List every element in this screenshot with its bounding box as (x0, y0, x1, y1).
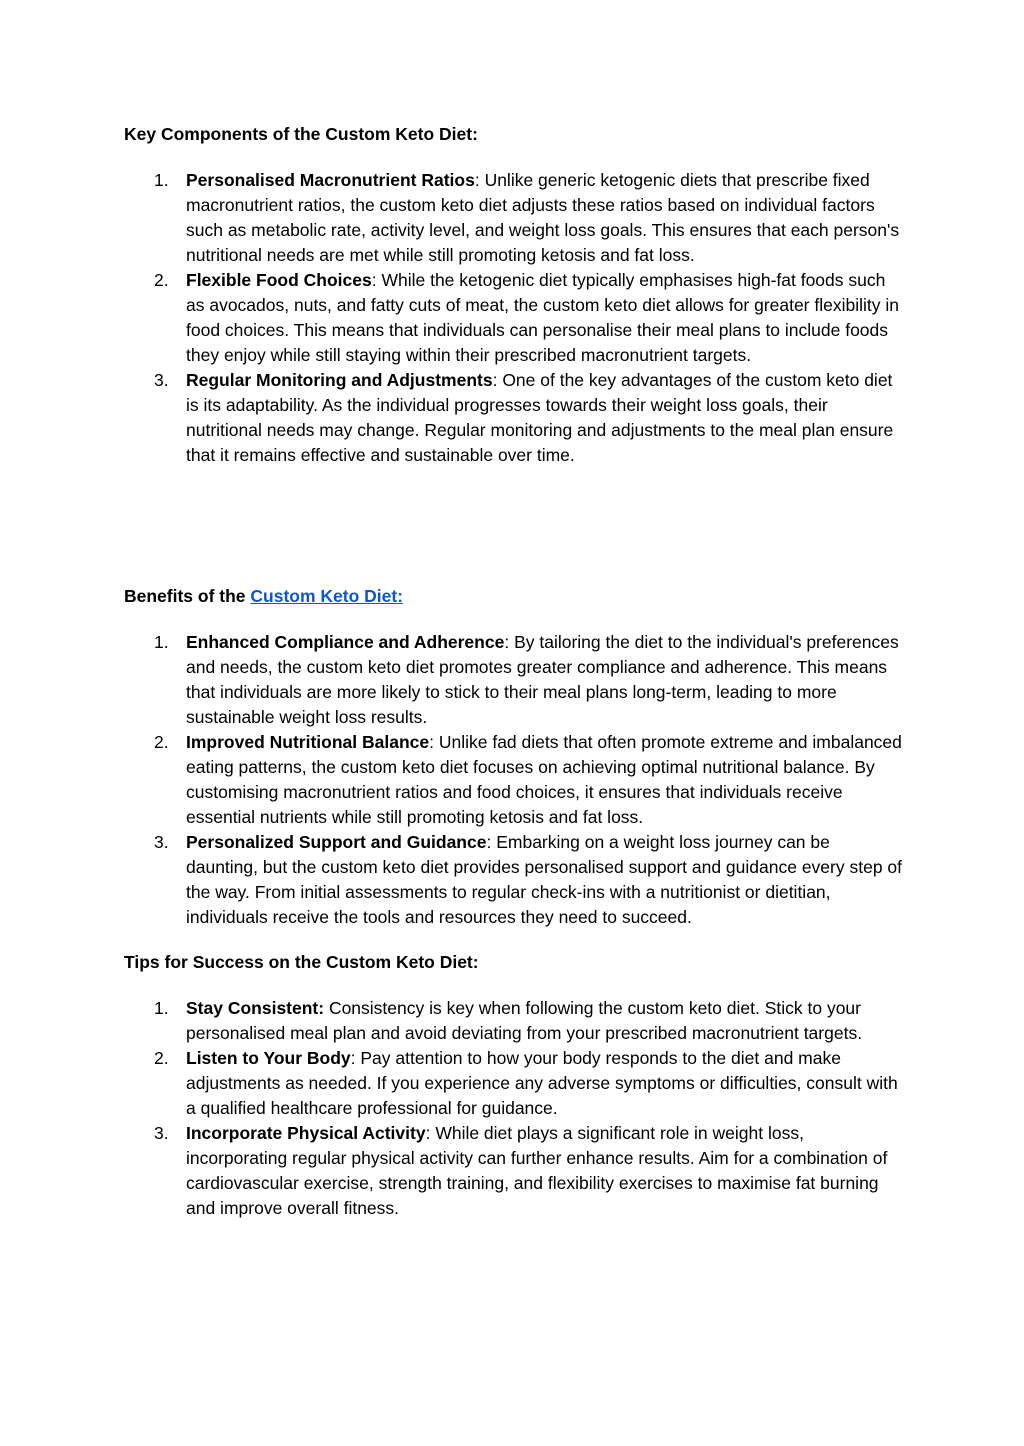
list-text: Pay attention to how your body responds to the diet and make adjustments as needed. If you experience any adverse symptoms or difficulties, consult with a qualified healthcare professional for guidance. (186, 1048, 898, 1118)
key-components-list (124, 168, 904, 468)
list-term-separator: : (504, 632, 510, 652)
benefits-list (124, 630, 904, 930)
list-term: Flexible Food Choices (186, 270, 372, 290)
list-number: 1. (154, 998, 169, 1018)
list-item (124, 730, 904, 830)
list-item (124, 1046, 904, 1121)
section-heading-benefits (124, 584, 403, 609)
list-term-separator: : (492, 370, 498, 390)
list-text: One of the key advantages of the custom keto diet is its adaptability. As the individual progresses towards their weight loss goals, their nutritional needs may change. Regular monitoring and adjustments to the meal plan ensure that it remains effective and sustainable over time. (186, 370, 894, 465)
list-number: 1. (154, 632, 169, 652)
list-text: Unlike generic ketogenic diets that prescribe fixed macronutrient ratios, the custom keto diet adjusts these ratios based on individual factors such as metabolic rate, activity level, and weight loss goals. This ensures that each person's nutritional needs are met while still promoting ketosis and fat loss. (186, 170, 900, 265)
tips-list (124, 996, 904, 1221)
list-number: 2. (154, 1048, 169, 1068)
list-term: Personalized Support and Guidance (186, 832, 487, 852)
section-heading-key-components (124, 122, 478, 147)
list-term: Enhanced Compliance and Adherence (186, 632, 505, 652)
list-text: Unlike fad diets that often promote extreme and imbalanced eating patterns, the custom keto diet focuses on achieving optimal nutritional balance. By customising macronutrient ratios and food choices, it ensures that individuals receive essential nutrients while still promoting ketosis and fat loss. (186, 732, 902, 827)
list-term: Listen to Your Body (186, 1048, 351, 1068)
list-term: Incorporate Physical Activity (186, 1123, 426, 1143)
list-term-separator: : (429, 732, 434, 752)
list-term-separator: : (371, 270, 377, 290)
list-item (124, 630, 904, 730)
list-item (124, 268, 904, 368)
list-term: Stay Consistent: (186, 998, 325, 1018)
list-item (124, 168, 904, 268)
list-number: 2. (154, 270, 169, 290)
heading-text: Tips for Success on the Custom Keto Diet: (124, 952, 479, 972)
list-text: While the ketogenic diet typically emphasises high-fat foods such as avocados, nuts, and fatty cuts of meat, the custom keto diet allows for greater flexibility in food choices. This means that individuals can personalise their meal plans to include foods they enjoy while still staying within their prescribed macronutrient targets. (186, 270, 899, 365)
heading-text: Benefits of the (124, 586, 251, 606)
list-term-separator: : (350, 1048, 356, 1068)
list-text: Embarking on a weight loss journey can be daunting, but the custom keto diet provides personalised support and guidance every step of the way. From initial assessments to regular check-ins with a nutritionist or dietitian, individuals receive the tools and resources they need to succeed. (186, 832, 903, 927)
section-heading-tips (124, 950, 479, 975)
list-term: Improved Nutritional Balance (186, 732, 430, 752)
list-number: 2. (154, 732, 169, 752)
custom-keto-diet-link[interactable]: Custom Keto Diet: (250, 586, 404, 606)
list-number: 3. (154, 370, 169, 390)
list-term: Personalised Macronutrient Ratios (186, 170, 475, 190)
list-term: Regular Monitoring and Adjustments (186, 370, 493, 390)
list-number: 1. (154, 170, 169, 190)
list-item (124, 368, 904, 468)
list-text: While diet plays a significant role in weight loss, incorporating regular physical activity can further enhance results. Aim for a combination of cardiovascular exercise, strength training, and flexibility exercises to maximise fat burning and improve overall fitness. (186, 1123, 888, 1218)
list-number: 3. (154, 1123, 169, 1143)
list-number: 3. (154, 832, 169, 852)
list-term-separator: : (474, 170, 480, 190)
list-item (124, 830, 904, 930)
list-text: By tailoring the diet to the individual's preferences and needs, the custom keto diet promotes greater compliance and adherence. This means that individuals are more likely to stick to their meal plans long-term, leading to more sustainable weight loss results. (186, 632, 899, 727)
list-text: Consistency is key when following the custom keto diet. Stick to your personalised meal plan and avoid deviating from your prescribed macronutrient targets. (186, 998, 863, 1043)
list-item (124, 996, 904, 1046)
list-term-separator: : (486, 832, 492, 852)
heading-text: Key Components of the Custom Keto Diet: (124, 124, 478, 144)
list-item (124, 1121, 904, 1221)
list-term-separator: : (425, 1123, 431, 1143)
